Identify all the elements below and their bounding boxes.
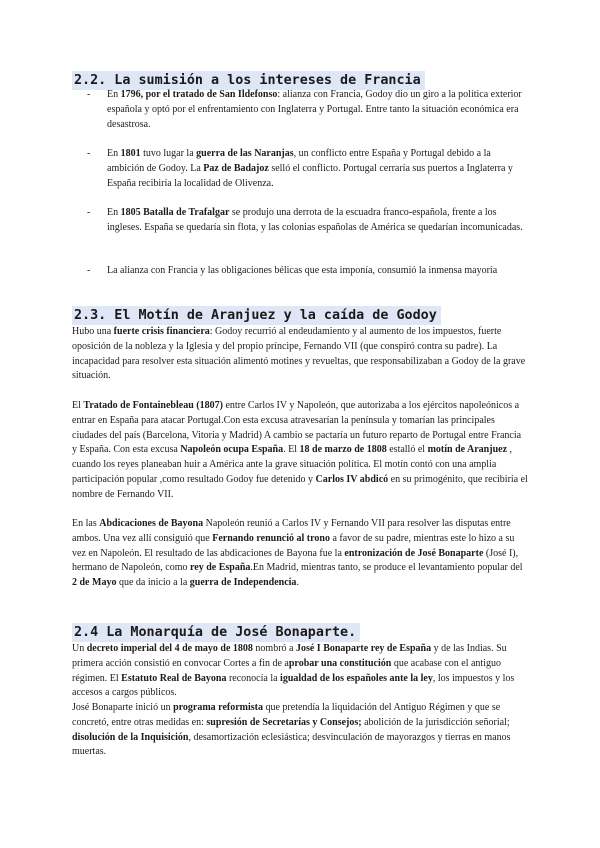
bullet-marker: - <box>87 148 91 159</box>
bullet-marker: - <box>87 89 91 100</box>
bullet-marker: - <box>87 265 91 276</box>
paragraph-decreto: Un decreto imperial del 4 de mayo de 1808 nombró a José I Bonaparte rey de España y de las Indias. Su primera acción consistió en convocar Cortes a fin de aprobar una constitución que acabase con el antiguo régimen. El Estatuto Real de Bayona reconocía la igualdad de los españoles ante la ley, los impuestos y los accesos a cargos públicos. <box>72 643 515 699</box>
section-heading-2-2: 2.2. La sumisión a los intereses de Francia <box>72 71 425 90</box>
section-heading-2-3: 2.3. El Motín de Aranjuez y la caída de Godoy <box>72 306 441 325</box>
bullet-1796: En 1796, por el tratado de San Ildefonso: alianza con Francia, Godoy dio un giro a la política exterior española y optó por el enfrentamiento con Inglaterra y Portugal. Entre tanto la situación económica era desastrosa. <box>107 89 522 130</box>
paragraph-reformas: José Bonaparte inició un programa reformista que pretendía la liquidación del Antiguo Régimen y que se concretó, entre otras medidas en: supresión de Secretarías y Consejos; abolición de la jurisdicción señorial; disolución de la Inquisición, desamortización eclesiástica; desvinculación de mayorazgos y tierras en manos muertas. <box>72 702 511 758</box>
bullet-1801: En 1801 tuvo lugar la guerra de las Naranjas, un conflicto entre España y Portugal debido a la ambición de Godoy. La Paz de Badajoz selló el conflicto. Portugal cerraría sus puertos a Inglaterra y España recibiría la localidad de Olivenza. <box>107 148 513 189</box>
paragraph-crisis: Hubo una fuerte crisis financiera: Godoy recurrió al endeudamiento y al aumento de los impuestos, fuerte oposición de la nobleza y la Iglesia y del propio príncipe, Fernando VII (que conspiró contra su padre). La incapacidad para resolver esta situación alimentó motines y revueltas, que responsabilizaban a Godoy de la grave situación. <box>72 326 526 382</box>
paragraph-fontainebleau: El Tratado de Fontainebleau (1807) entre Carlos IV y Napoleón, que autorizaba a los ejércitos napoleónicos a entrar en España para atacar Portugal.Con esta excusa atravesarían la península y tomarían las principales ciudades del país (Barcelona, Vitoria y Madrid) A cambio se pactaría un futuro reparto de Portugal entre Francia y España. Con esta excusa Napoleón ocupa España. El 18 de marzo de 1808 estalló el motín de Aranjuez , cuando los reyes planeaban huir a América ante la grave situación política. El motín contó con una amplia participación popular ,como resultado Godoy fue detenido y Carlos IV abdicó en su primogénito, que recibiría el nombre de Fernando VII. <box>72 400 528 500</box>
paragraph-bayona: En las Abdicaciones de Bayona Napoleón reunió a Carlos IV y Fernando VII para resolver las disputas entre ambos. Una vez allí consiguió que Fernando renunció al trono a favor de su padre, mientras este lo hizo a su vez en Napoleón. El resultado de las abdicaciones de Bayona fue la entronización de José Bonaparte (José I), hermano de Napoleón, como rey de España.En Madrid, mientras tanto, se produce el levantamiento popular del 2 de Mayo que da inicio a la guerra de Independencia. <box>72 518 523 589</box>
section-heading-2-4: 2.4 La Monarquía de José Bonaparte. <box>72 623 360 642</box>
bullet-marker: - <box>87 207 91 218</box>
bullet-1805: En 1805 Batalla de Trafalgar se produjo una derrota de la escuadra franco-española, frente a los ingleses. España se quedaría sin flota, y las colonias españolas de América se quedarían incomunicadas. <box>107 207 523 233</box>
bullet-alianza: La alianza con Francia y las obligaciones bélicas que esta imponía, consumió la inmensa mayoría <box>107 265 498 276</box>
